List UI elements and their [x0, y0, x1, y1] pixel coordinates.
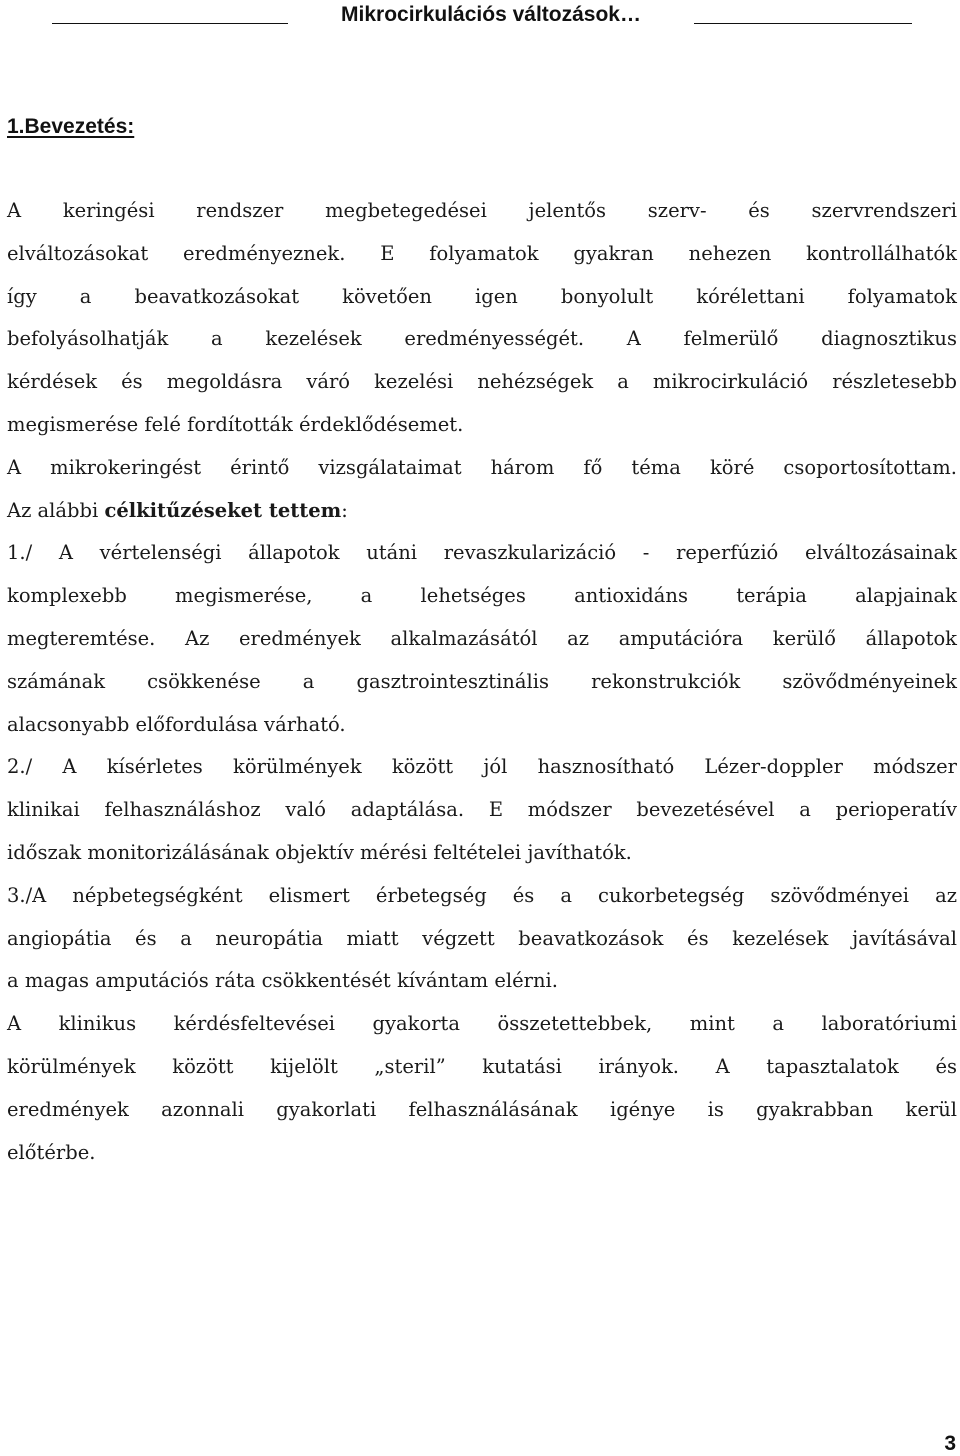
text-line: így a beavatkozásokat követően igen bonyolult kórélettani folyamatok	[7, 284, 957, 308]
text-line: számának csökkenése a gasztrointesztinális rekonstrukciók szövődményeinek	[7, 669, 957, 693]
goal-3-paragraph	[7, 875, 957, 1003]
section-heading: 1.Bevezetés:	[7, 115, 135, 138]
header-rule-left	[52, 23, 288, 24]
text-line: A mikrokeringést érintő vizsgálataimat három fő téma köré csoportosítottam.	[7, 455, 957, 479]
text-line: alacsonyabb előfordulása várható.	[7, 712, 346, 736]
objectives-suffix: :	[341, 498, 348, 522]
text-line: megismerése felé fordították érdeklődésemet.	[7, 412, 464, 436]
objectives-intro-paragraph	[7, 447, 957, 533]
closing-paragraph	[7, 1003, 957, 1174]
text-line: eredmények azonnali gyakorlati felhasználásának igénye is gyakrabban kerül	[7, 1097, 957, 1121]
text-line: körülmények között kijelölt „steril” kutatási irányok. A tapasztalatok és	[7, 1054, 957, 1078]
text-line: 3./A népbetegségként elismert érbetegség és a cukorbetegség szövődményei az	[7, 883, 957, 907]
text-line: befolyásolhatják a kezelések eredményességét. A felmerülő diagnosztikus	[7, 327, 957, 351]
text-line: klinikai felhasználáshoz való adaptálása. E módszer bevezetésével a perioperatív	[7, 798, 957, 822]
text-line: 2./ A kísérletes körülmények között jól hasznosítható Lézer-doppler módszer	[7, 755, 957, 779]
intro-paragraph	[7, 190, 957, 447]
text-line: 1./ A vértelenségi állapotok utáni revaszkularizáció - reperfúzió elváltozásainak	[7, 541, 957, 565]
text-line: megteremtése. Az eredmények alkalmazásától az amputációra kerülő állapotok	[7, 626, 957, 650]
text-line: angiopátia és a neuropátia miatt végzett beavatkozások és kezelések javításával	[7, 926, 957, 950]
page-number: 3	[944, 1432, 956, 1455]
document-body	[7, 190, 957, 1174]
text-line	[7, 490, 957, 533]
header-title: Mikrocirkulációs változások…	[341, 3, 641, 26]
goal-2-paragraph	[7, 746, 957, 874]
text-line: időszak monitorizálásának objektív mérési feltételei javíthatók.	[7, 840, 632, 864]
page-header	[0, 0, 960, 40]
text-line: elváltozásokat eredményeznek. E folyamatok gyakran nehezen kontrollálhatók	[7, 241, 957, 265]
text-line: a magas amputációs ráta csökkentését kívántam elérni.	[7, 969, 558, 993]
text-line: kérdések és megoldásra váró kezelési nehézségek a mikrocirkuláció részletesebb	[7, 370, 957, 394]
text-line: előtérbe.	[7, 1140, 96, 1164]
objectives-emphasis: célkitűzéseket tettem	[104, 498, 342, 522]
text-line: komplexebb megismerése, a lehetséges antioxidáns terápia alapjainak	[7, 584, 957, 608]
objectives-prefix: Az alábbi	[7, 498, 105, 522]
header-rule-right	[694, 23, 912, 24]
goal-1-paragraph	[7, 532, 957, 746]
text-line: A keringési rendszer megbetegedései jelentős szerv- és szervrendszeri	[7, 199, 957, 222]
text-line: A klinikus kérdésfeltevései gyakorta összetettebbek, mint a laboratóriumi	[7, 1012, 957, 1036]
